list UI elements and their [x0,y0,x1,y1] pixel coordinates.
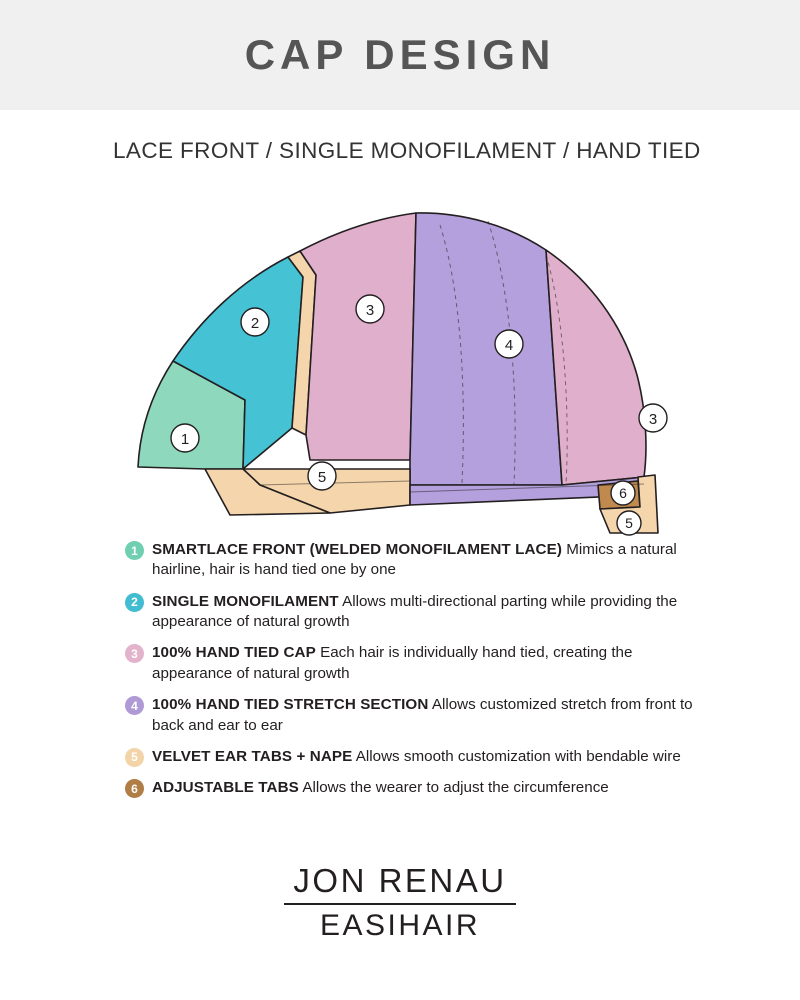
legend-badge-4: 4 [125,696,144,715]
marker-4-label: 4 [504,337,514,354]
marker-1 [171,424,199,452]
marker-3 [356,295,384,323]
legend-text-2 [152,592,695,633]
legend-item-2 [125,592,695,633]
marker-6 [611,481,635,505]
marker-5-back-label: 5 [625,515,633,531]
legend-title-5: VELVET EAR TABS + NAPE [152,747,353,765]
marker-3-back [639,404,667,432]
legend-text-3 [152,643,695,684]
legend-desc-3: Each hair is individually hand tied, creating the appearance of natural growth [152,644,633,682]
marker-4 [495,330,523,358]
marker-5-label: 5 [317,469,327,486]
marker-1-label: 1 [180,431,190,448]
marker-2-label: 2 [250,315,260,332]
legend-item-1 [125,540,695,581]
legend-item-6 [125,778,695,798]
brand-divider [284,903,516,905]
subtitle: LACE FRONT / SINGLE MONOFILAMENT / HAND TIED [113,138,701,163]
legend-item-5 [125,747,695,767]
header-band [0,0,800,110]
legend [125,540,695,810]
legend-badge-5: 5 [125,748,144,767]
legend-desc-1: Mimics a natural hairline, hair is hand tied one by one [152,541,677,579]
legend-desc-4: Allows customized stretch from front to back and ear to ear [152,696,693,734]
page-title: CAP DESIGN [244,31,556,78]
marker-5 [308,462,336,490]
legend-title-2: SINGLE MONOFILAMENT [152,592,339,610]
legend-text-6 [152,778,609,798]
marker-5-back [617,511,641,535]
wig-cap-diagram [110,185,690,545]
legend-badge-1: 1 [125,541,144,560]
legend-desc-5: Allows smooth customization with bendable wire [355,747,681,765]
marker-2 [241,308,269,336]
brand-logo [0,862,800,943]
legend-item-4 [125,695,695,736]
legend-badge-2: 2 [125,593,144,612]
brand-line-2: EASIHAIR [319,908,481,942]
marker-6-label: 6 [619,485,627,501]
legend-title-1: SMARTLACE FRONT (WELDED MONOFILAMENT LACE) [152,541,562,558]
region-hand-tied-back [546,250,646,485]
legend-badge-3: 3 [125,644,144,663]
legend-text-1 [152,540,695,581]
legend-desc-6: Allows the wearer to adjust the circumference [302,779,609,797]
legend-item-3 [125,643,695,684]
legend-text-4 [152,695,695,736]
legend-text-5 [152,747,681,767]
legend-title-3: 100% HAND TIED CAP [152,644,316,662]
brand-line-1: JON RENAU [293,862,507,899]
legend-desc-2: Allows multi-directional parting while providing the appearance of natural growth [152,592,678,631]
legend-title-6: ADJUSTABLE TABS [152,779,299,797]
legend-title-4: 100% HAND TIED STRETCH SECTION [152,696,429,714]
marker-3-back-label: 3 [648,411,658,428]
region-stretch [410,213,562,485]
legend-badge-6: 6 [125,779,144,798]
marker-3-label: 3 [365,302,375,319]
region-hand-tied-front [300,213,416,460]
